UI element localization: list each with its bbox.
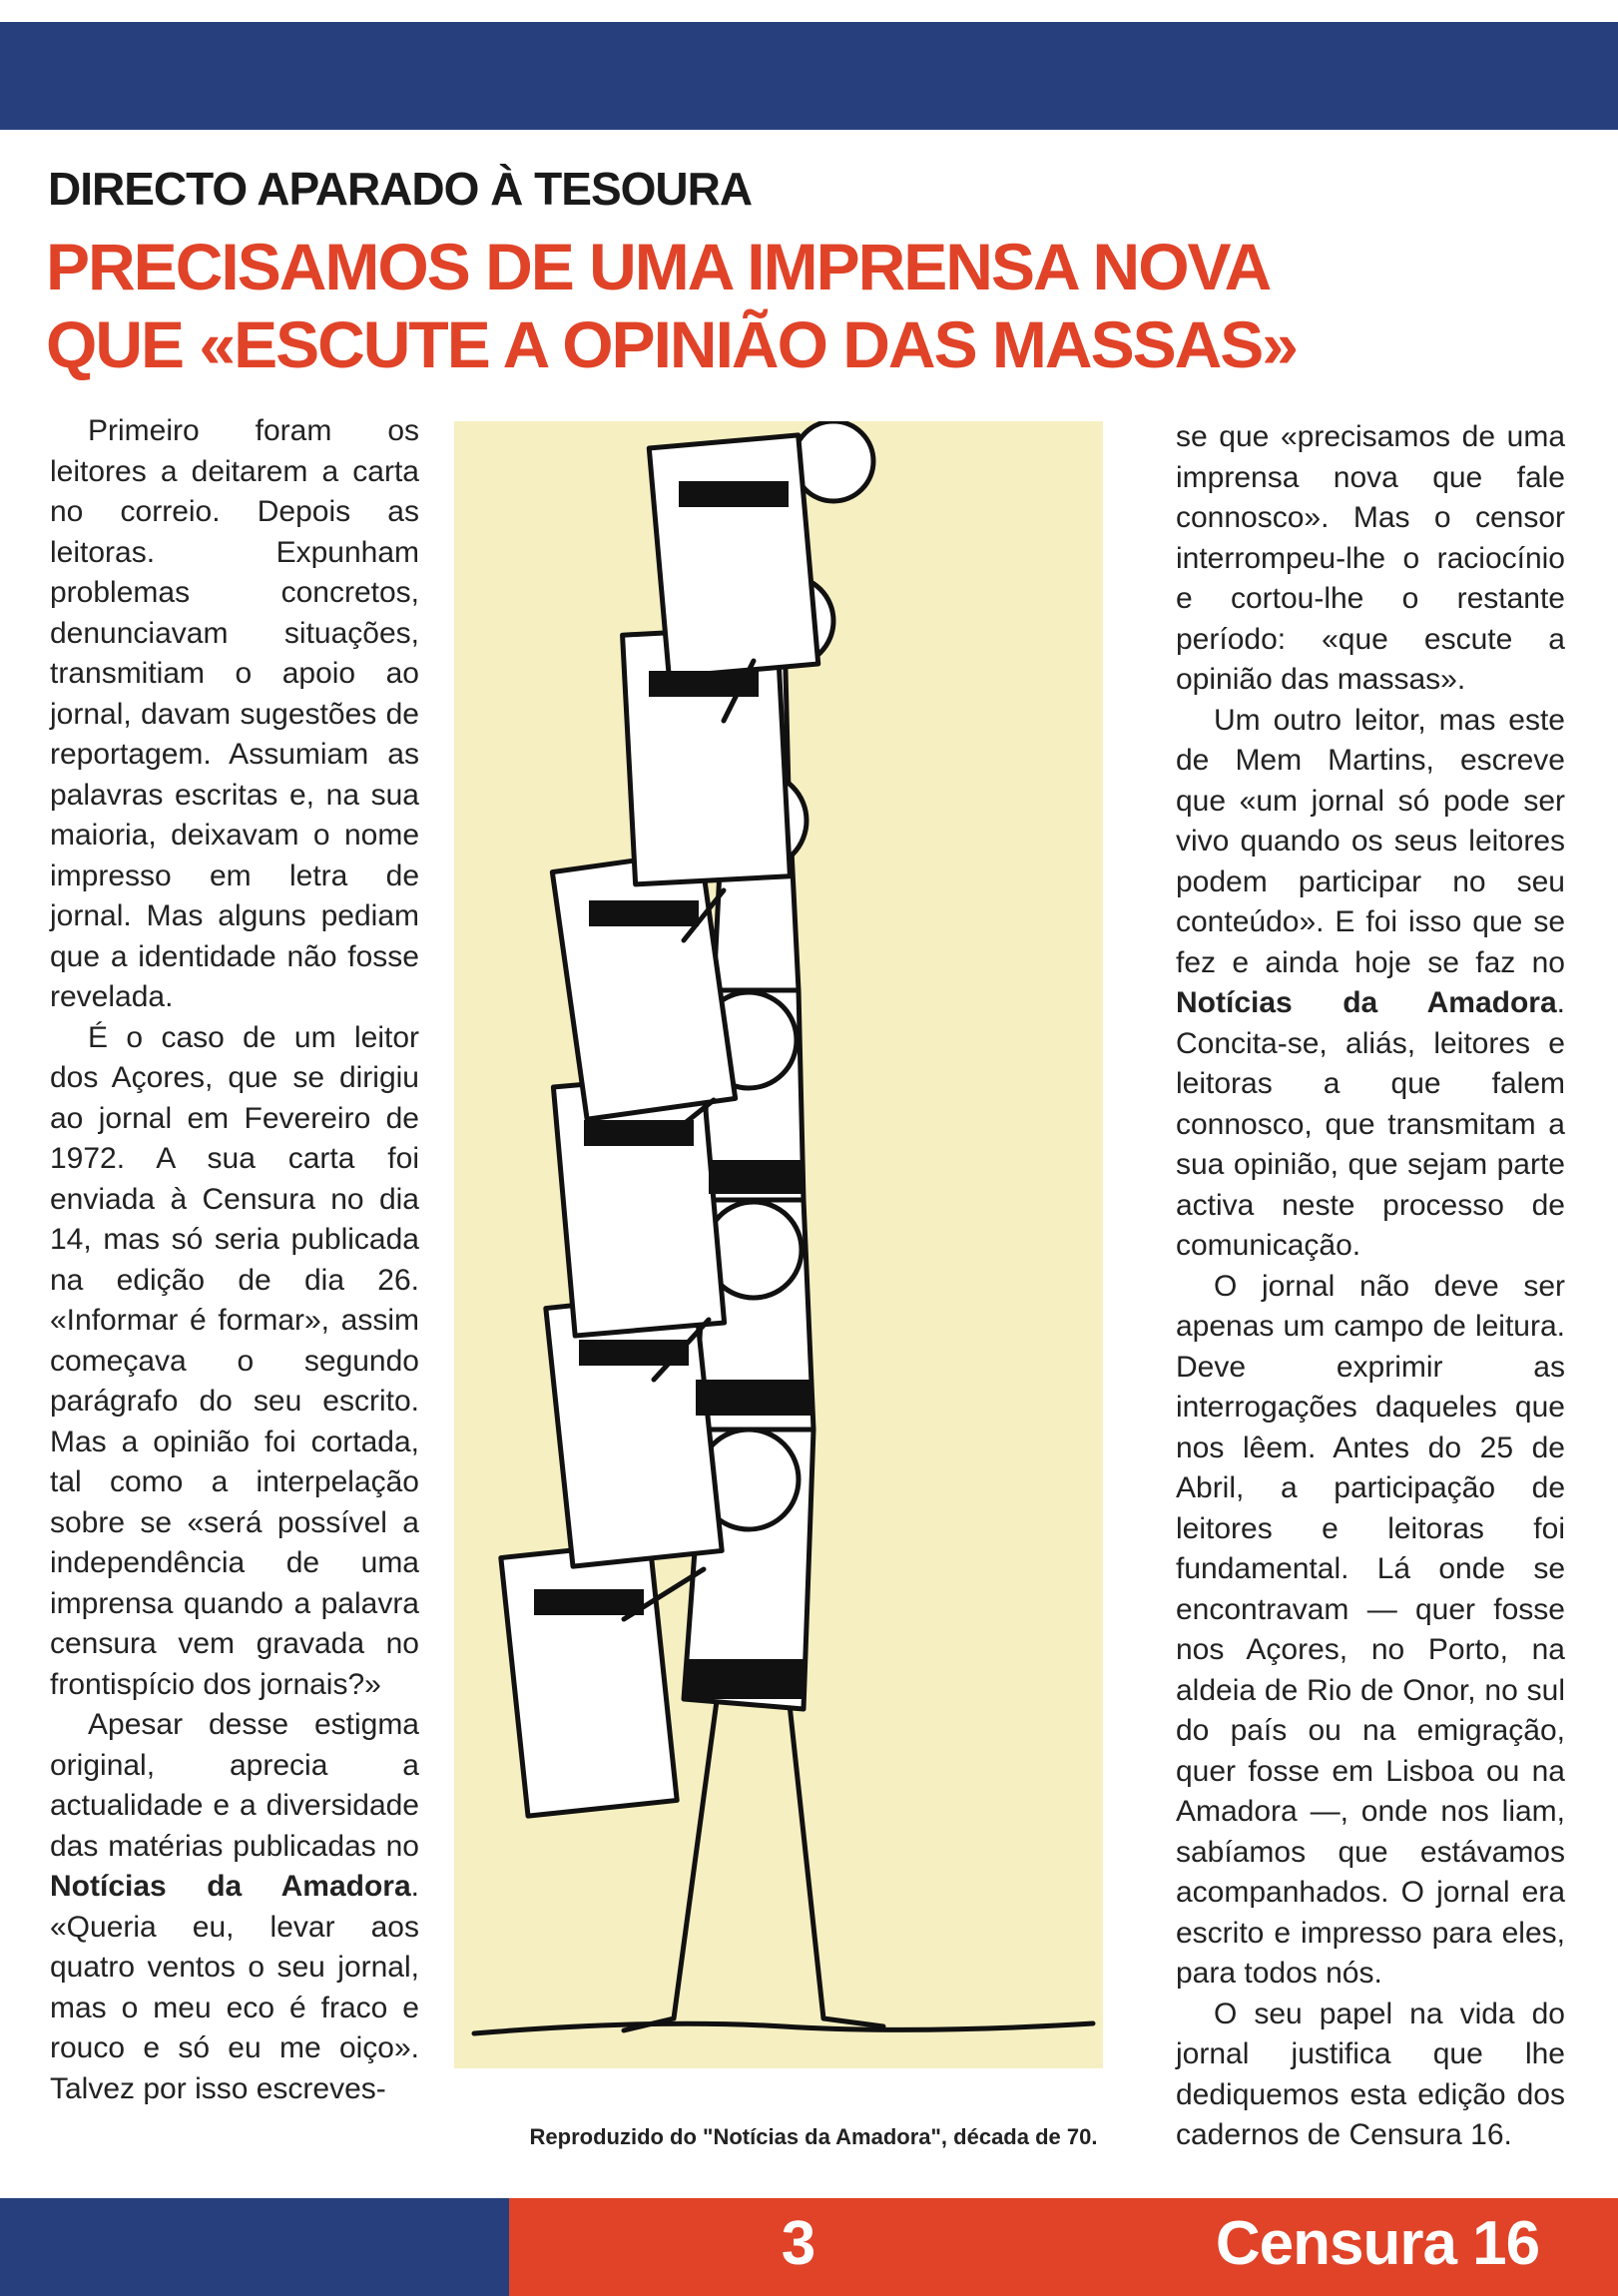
paragraph: É o caso de um leitor dos Açores, que se dirigiu ao jornal em Fevereiro de 1972. A sua carta foi enviada à Censura no dia 14, mas só seria publicada na edição de dia 26. «Informar é formar», assim começava o segundo parágrafo do seu escrito. Mas a opinião foi cortada, tal como a interpelação sobre se «será possível a independência de uma imprensa quando a palavra censura vem gravada no frontispício dos jornais?» — [50, 1020, 419, 1701]
newspaper-6 — [649, 435, 817, 677]
paragraph: O seu papel na vida do jornal justifica que lhe dediquemos esta edição dos cadernos de Censura 16. — [1176, 1997, 1565, 2151]
cartoon-illustration — [454, 421, 1103, 2068]
ground-line — [474, 2023, 1093, 2033]
newspaper-1 — [501, 1542, 677, 1816]
head-6 — [794, 421, 873, 501]
text-run: Um outro leitor, mas este de Mem Martins, escreve que «um jornal só pode ser vivo quando os seus leitores podem participar no seu conteúdo». E foi isso que se fez e ainda hoje se faz no — [1176, 703, 1565, 979]
article-column-right — [1176, 417, 1565, 2156]
belt — [686, 1659, 804, 1699]
headline — [46, 228, 1543, 383]
paragraph — [50, 1705, 419, 2109]
paragraph: se que «precisamos de uma imprensa nova que fale connosco». Mas o censor interrompeu-lhe o raciocínio e cortou-lhe o restante período: «que escute a opinião das massas». — [1176, 420, 1565, 696]
newspaper-name: Notícias da Amadora — [50, 1870, 411, 1903]
censor-bar — [589, 900, 699, 926]
cartoon-drawing — [454, 421, 1103, 2068]
headline-line-1: PRECISAMOS DE UMA IMPRENSA NOVA — [46, 230, 1271, 303]
top-color-band — [0, 22, 1618, 130]
paragraph: O jornal não deve ser apenas um campo de leitura. Deve exprimir as interrogações daqueles que nos lêem. Antes do 25 de Abril, a participação de leitores e leitoras foi fundamental. Lá onde se encontravam — quer fosse nos Açores, no Porto, na aldeia de Rio de Onor, no sul do país ou na emigração, quer fosse em Lisboa ou na Amadora —, onde nos liam, sabíamos que estávamos acompanhados. O jornal era escrito e impresso para eles, para todos nós. — [1176, 1269, 1565, 1990]
section-kicker: DIRECTO APARADO À TESOURA — [48, 163, 753, 215]
censor-bar — [579, 1340, 689, 1366]
belt — [709, 1160, 804, 1194]
text-run: Apesar desse estigma original, aprecia a actualidade e a diversidade das matérias publicadas no — [50, 1708, 419, 1863]
censor-bar — [679, 481, 789, 507]
censor-bar — [534, 1589, 644, 1615]
paragraph — [1176, 701, 1565, 1267]
newspaper-4 — [552, 852, 735, 1119]
headline-line-2: QUE «ESCUTE A OPINIÃO DAS MASSAS» — [46, 307, 1298, 381]
belt — [696, 1380, 813, 1416]
footer-band-blue — [0, 2198, 509, 2296]
article-column-left — [50, 411, 419, 2109]
newspaper-name: Notícias da Amadora — [1176, 986, 1557, 1019]
paragraph: Primeiro foram os leitores a deitarem a carta no correio. Depois as leitoras. Expunham problemas concretos, denunciavam situações, transmitiam o apoio ao jornal, davam sugestões de reportagem. Assumiam as palavras escritas e, na sua maioria, deixavam o nome impresso em letra de jornal. Mas alguns pediam que a identidade não fosse revelada. — [50, 414, 419, 1013]
censor-bar — [584, 1120, 694, 1146]
text-run: . «Queria eu, levar aos quatro ventos o seu jornal, mas o meu eco é fraco e rouco e só eu me oiço». Talvez por isso escreves- — [50, 1870, 419, 2105]
page-number: 3 — [781, 2209, 816, 2278]
text-run: . Concita-se, aliás, leitores e leitoras a que falem connosco, que transmitam a sua opinião, que sejam parte activa neste processo de comunicação. — [1176, 986, 1565, 1262]
publication-name: Censura 16 — [1215, 2209, 1540, 2278]
figure-caption: Reproduzido do "Notícias da Amadora", década de 70. — [529, 2124, 1098, 2149]
censor-bar — [649, 671, 759, 697]
